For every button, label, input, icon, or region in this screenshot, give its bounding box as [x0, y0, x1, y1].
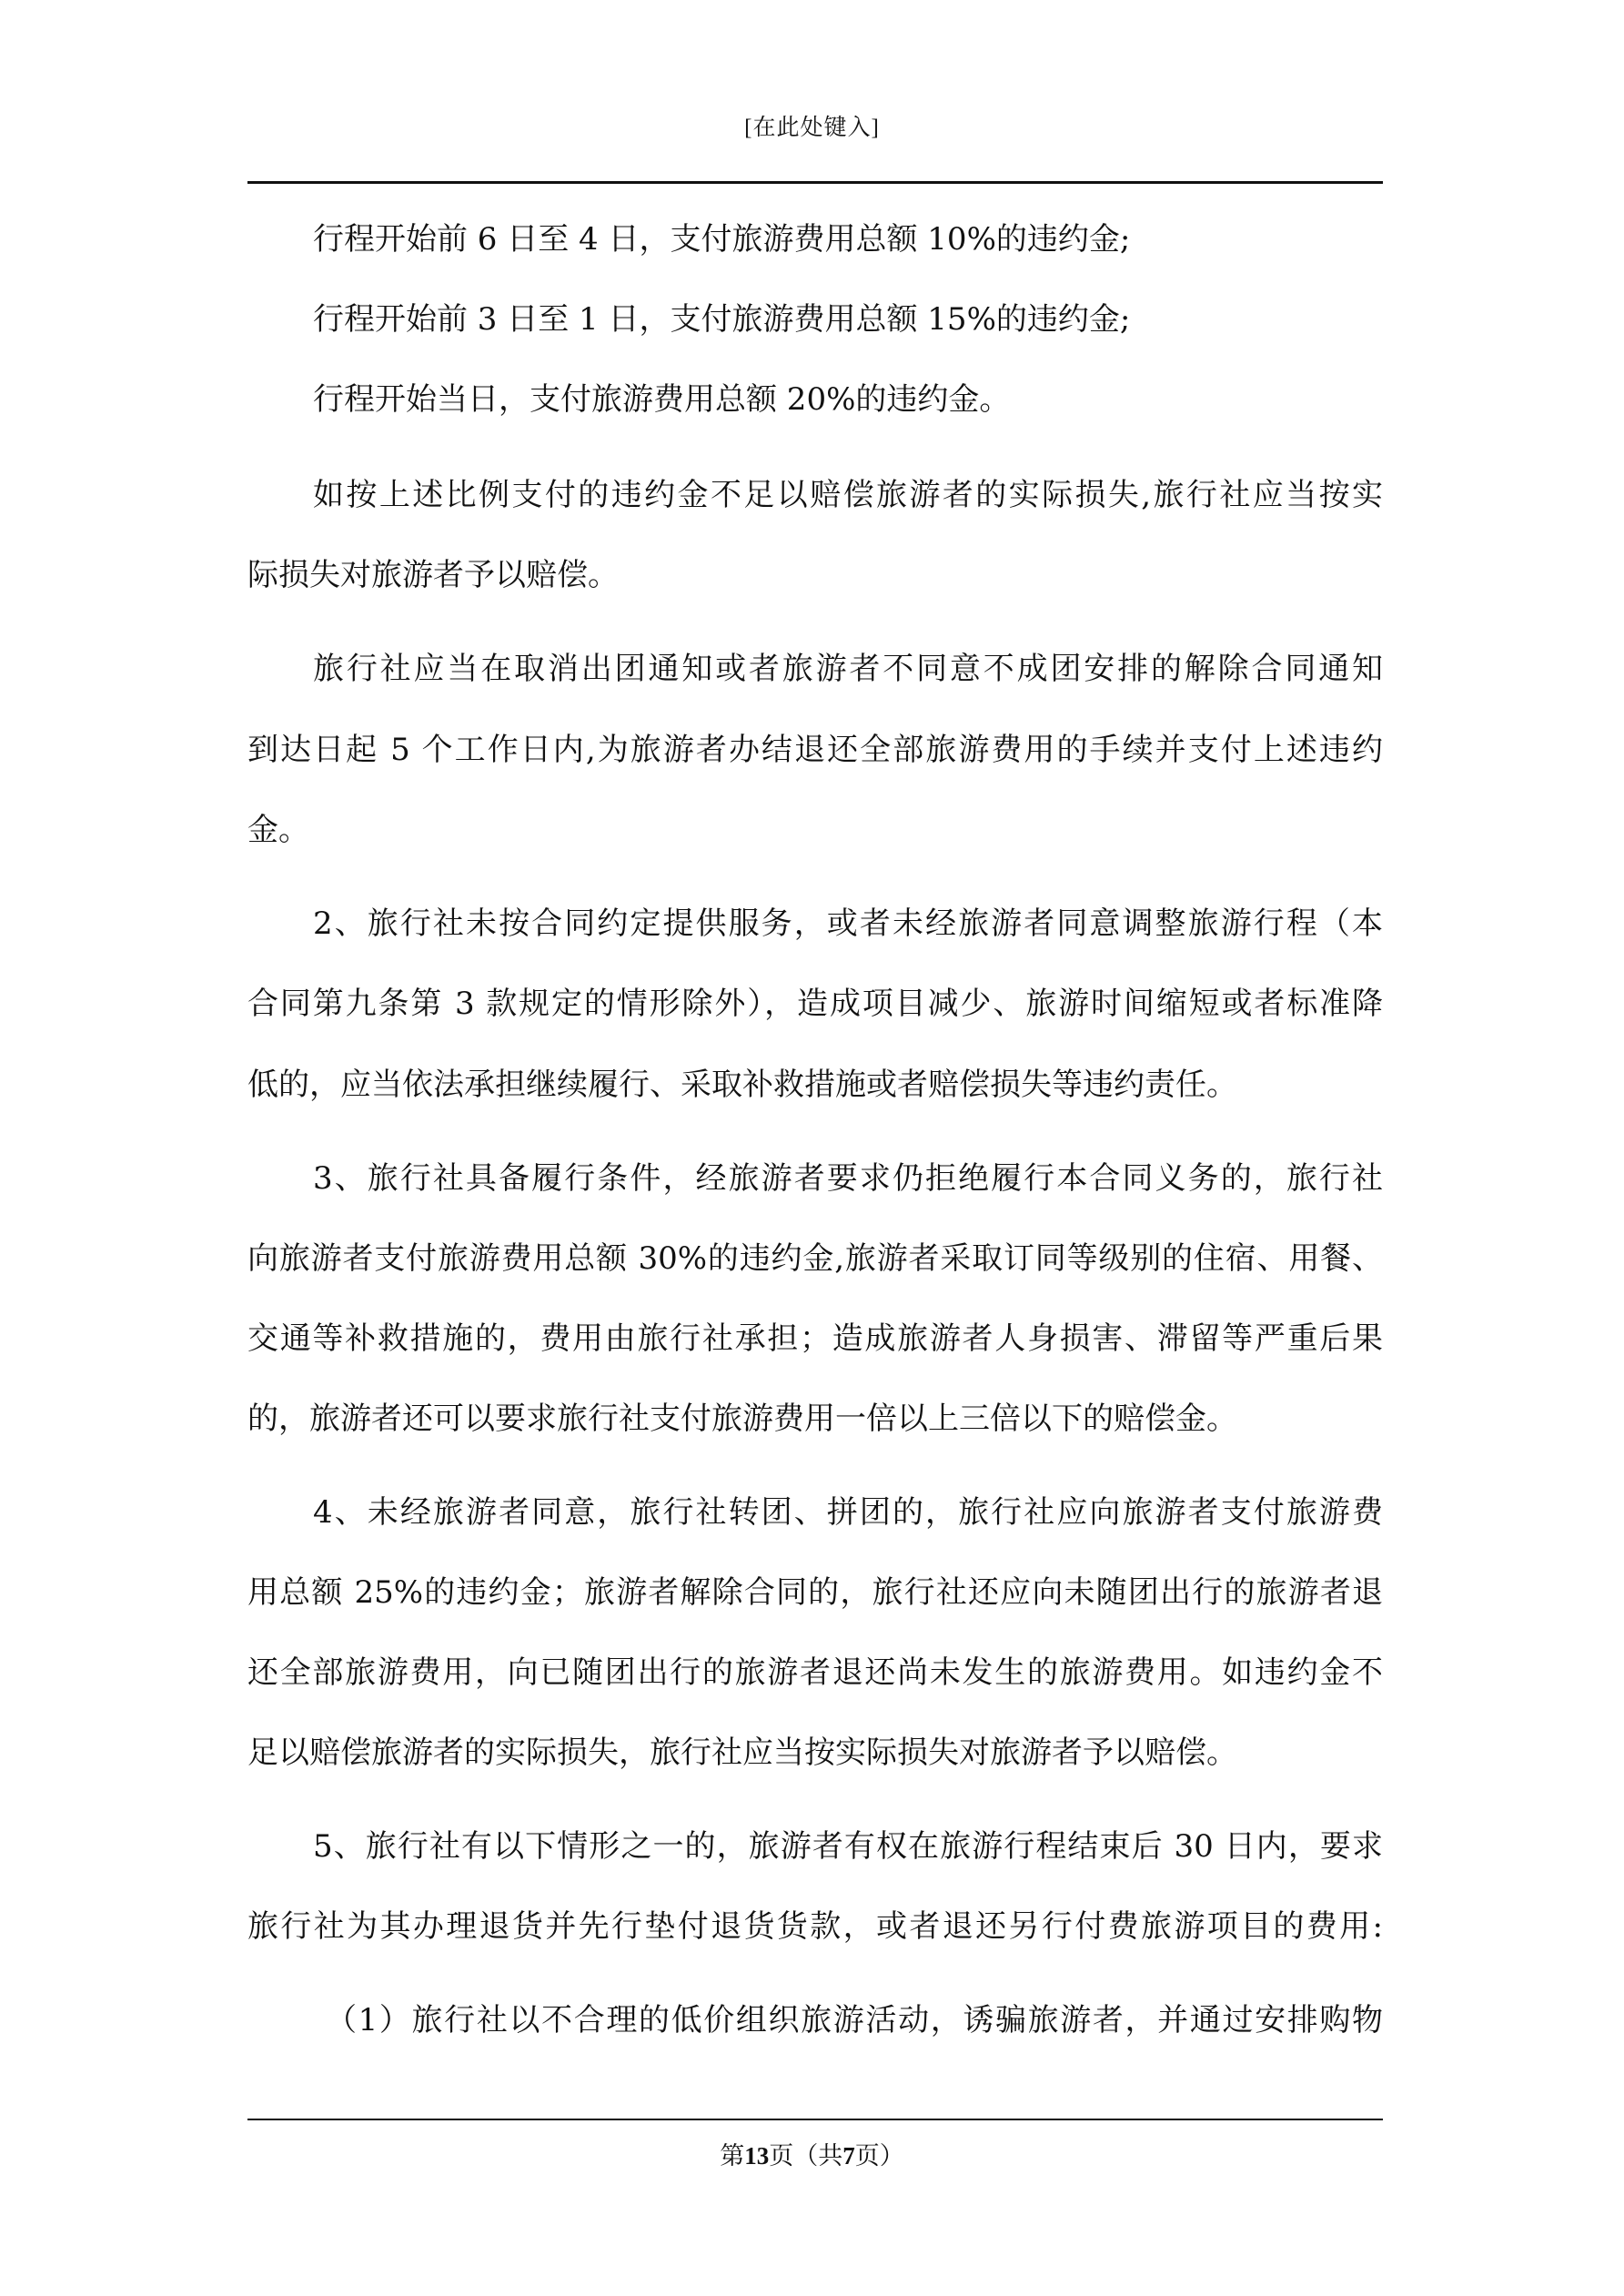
text-line: 3、旅行社具备履行条件，经旅游者要求仍拒绝履行本合同义务的，旅行社 [313, 1160, 1383, 1197]
footer-middle: 页（共 [769, 2142, 843, 2170]
text-line: 金。 [247, 812, 309, 848]
header-divider [247, 181, 1383, 184]
text-line: （1）旅行社以不合理的低价组织旅游活动，诱骗旅游者，并通过安排购物 [326, 2002, 1383, 2038]
page-number: 13 [744, 2142, 770, 2170]
text-line: 旅行社为其办理退货并先行垫付退货货款，或者退还另行付费旅游项目的费用: [247, 1908, 1383, 1945]
text-line: 足以赔偿旅游者的实际损失，旅行社应当按实际损失对旅游者予以赔偿。 [247, 1735, 1237, 1771]
text-line: 合同第九条第 3 款规定的情形除外），造成项目减少、旅游时间缩短或者标准降 [247, 986, 1383, 1022]
text-line: 如按上述比例支付的违约金不足以赔偿旅游者的实际损失,旅行社应当按实 [313, 477, 1383, 513]
footer-suffix: 页） [854, 2142, 904, 2170]
text-line: 行程开始当日，支付旅游费用总额 20%的违约金。 [313, 381, 1011, 418]
text-line: 交通等补救措施的，费用由旅行社承担；造成旅游者人身损害、滞留等严重后果 [247, 1320, 1383, 1357]
footer-divider [247, 2119, 1383, 2120]
total-pages: 7 [842, 2142, 855, 2170]
text-line: 2、旅行社未按合同约定提供服务，或者未经旅游者同意调整旅游行程（本 [313, 905, 1383, 942]
text-line: 低的，应当依法承担继续履行、采取补救措施或者赔偿损失等违约责任。 [247, 1067, 1237, 1103]
page-footer [0, 2140, 1624, 2171]
text-line: 的，旅游者还可以要求旅行社支付旅游费用一倍以上三倍以下的赔偿金。 [247, 1401, 1237, 1437]
text-line: 4、未经旅游者同意，旅行社转团、拼团的，旅行社应向旅游者支付旅游费 [313, 1494, 1383, 1531]
text-line: 用总额 25%的违约金；旅游者解除合同的，旅行社还应向未随团出行的旅游者退 [247, 1574, 1383, 1611]
text-line: 际损失对旅游者予以赔偿。 [247, 557, 619, 593]
page-header: [在此处键入] [744, 116, 880, 140]
text-line: 还全部旅游费用，向已随团出行的旅游者退还尚未发生的旅游费用。如违约金不 [247, 1654, 1383, 1691]
text-line: 行程开始前 6 日至 4 日，支付旅游费用总额 10%的违约金; [313, 221, 1131, 258]
text-line: 到达日起 5 个工作日内,为旅游者办结退还全部旅游费用的手续并支付上述违约 [247, 732, 1383, 768]
text-line: 5、旅行社有以下情形之一的，旅游者有权在旅游行程结束后 30 日内，要求 [313, 1828, 1383, 1865]
footer-prefix: 第 [720, 2142, 745, 2170]
text-line: 向旅游者支付旅游费用总额 30%的违约金,旅游者采取订同等级别的住宿、用餐、 [247, 1240, 1383, 1277]
text-line: 旅行社应当在取消出团通知或者旅游者不同意不成团安排的解除合同通知 [313, 651, 1383, 687]
text-line: 行程开始前 3 日至 1 日，支付旅游费用总额 15%的违约金; [313, 301, 1131, 338]
